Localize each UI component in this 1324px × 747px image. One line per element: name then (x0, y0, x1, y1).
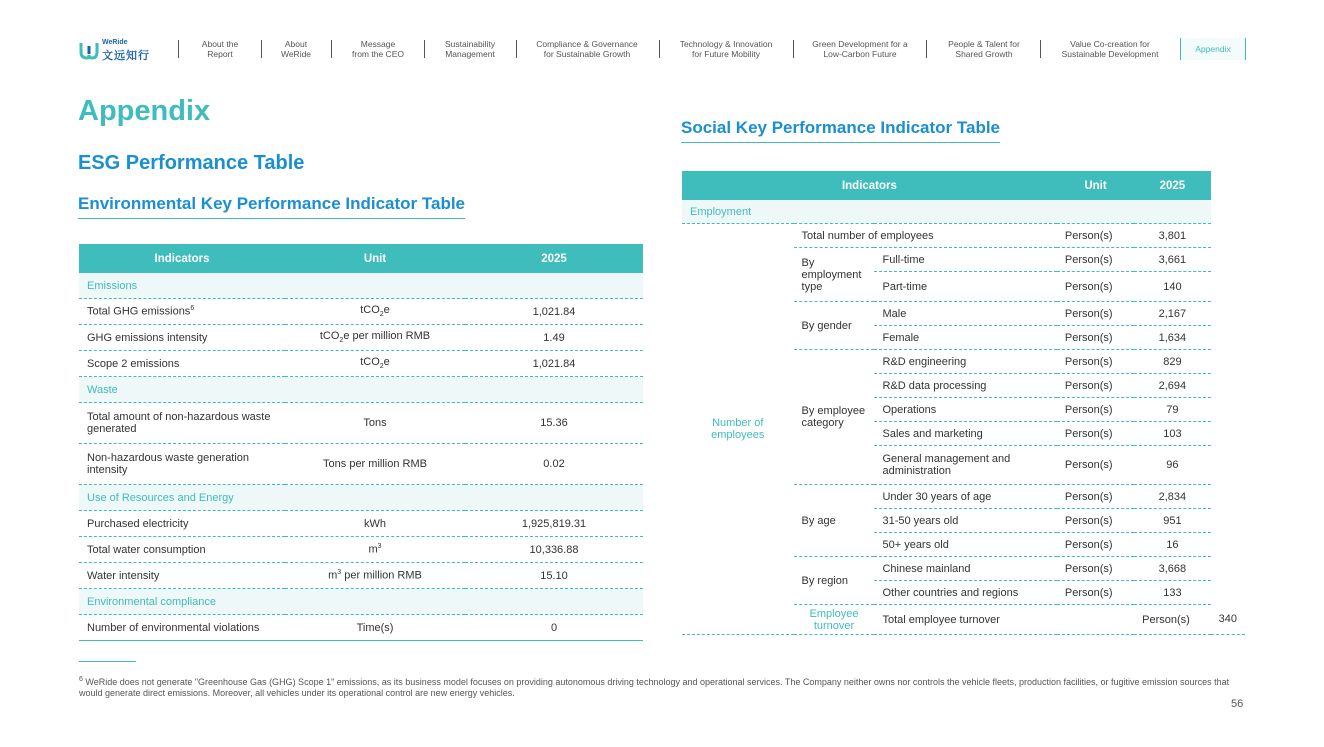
unit-cell: Person(s) (1057, 350, 1134, 374)
indicator-cell: R&D data processing (874, 374, 1056, 398)
table-row (79, 403, 643, 444)
value-cell: 1,925,819.31 (465, 511, 643, 537)
indicator-cell: R&D engineering (874, 350, 1056, 374)
col-header-unit: Unit (1057, 171, 1134, 200)
indicator-cell: Female (874, 326, 1056, 350)
unit-cell: Person(s) (1057, 248, 1134, 272)
section-label: Use of Resources and Energy (79, 485, 643, 511)
category-employment-type: By employment type (794, 248, 875, 302)
section-label: Waste (79, 377, 643, 403)
weride-logo[interactable] (79, 38, 159, 62)
footnote-divider (79, 661, 136, 662)
unit-cell: Person(s) (1057, 374, 1134, 398)
indicator-cell: Total water consumption (79, 537, 285, 563)
unit-cell: Person(s) (1057, 485, 1134, 509)
value-cell: 79 (1134, 398, 1211, 422)
unit-cell: Person(s) (1057, 326, 1134, 350)
indicator-cell: Other countries and regions (874, 581, 1056, 605)
nav-separator (331, 40, 332, 58)
unit-part: e (383, 304, 390, 317)
section-row (79, 485, 643, 511)
unit-part: tCO (360, 304, 380, 317)
value-cell: 1.49 (465, 325, 643, 351)
indicator-cell: 50+ years old (874, 533, 1056, 557)
unit-part: tCO (360, 356, 380, 369)
unit-cell: Person(s) (1057, 533, 1134, 557)
unit-cell (285, 351, 465, 377)
unit-cell: kWh (285, 511, 465, 537)
table-row (79, 511, 643, 537)
footnote-text: WeRide does not generate "Greenhouse Gas (GHG) Scope 1" emissions, as its business model focuses on providing autonomous driving technology and operational services. The Company neither owns nor controls the vehicle fleets, production facilities, or fugitive emission sources that would generate direct emissions. Moreover, all vehicles under its operational control are new energy vehicles. (79, 677, 1230, 698)
table-row (79, 325, 643, 351)
nav-separator (178, 40, 179, 58)
unit-cell (285, 563, 465, 589)
nav-technology-innovation[interactable]: Technology & Innovation for Future Mobility (679, 39, 773, 59)
unit-cell (285, 299, 465, 325)
unit-cell: Tons per million RMB (285, 444, 465, 485)
col-header-indicators: Indicators (682, 171, 1057, 200)
unit-cell (285, 325, 465, 351)
section-row (79, 377, 643, 403)
unit-cell: Person(s) (1057, 302, 1134, 326)
value-cell: 0.02 (465, 444, 643, 485)
nav-green-development[interactable]: Green Development for a Low-Carbon Future (812, 39, 908, 59)
value-cell: 1,021.84 (465, 299, 643, 325)
indicator-cell: GHG emissions intensity (79, 325, 285, 351)
table-row (79, 563, 643, 589)
category-region: By region (794, 557, 875, 605)
indicator-cell: Part-time (874, 272, 1056, 302)
nav-people-talent[interactable]: People & Talent for Shared Growth (948, 39, 1020, 59)
value-cell: 3,668 (1134, 557, 1211, 581)
indicator-cell: 31-50 years old (874, 509, 1056, 533)
col-header-unit: Unit (285, 244, 465, 273)
brand-name-en: WeRide (102, 39, 128, 46)
nav-compliance-governance[interactable]: Compliance & Governance for Sustainable Growth (536, 39, 638, 59)
table-row (79, 444, 643, 485)
value-cell: 16 (1134, 533, 1211, 557)
value-cell: 2,834 (1134, 485, 1211, 509)
section-label: Environmental compliance (79, 589, 643, 615)
social-kpi-table (682, 171, 1245, 635)
unit-superscript: 3 (377, 543, 382, 551)
section-row (79, 273, 643, 299)
section-title: ESG Performance Table (78, 152, 305, 174)
value-cell: 103 (1134, 422, 1211, 446)
unit-cell: Person(s) (1057, 446, 1134, 485)
unit-part: per million RMB (341, 569, 422, 582)
indicator-cell: General management and administration (874, 446, 1056, 485)
value-cell: 340 (1211, 605, 1245, 635)
unit-superscript: 3 (337, 569, 342, 577)
unit-subscript: 2 (339, 337, 344, 345)
section-row (79, 589, 643, 615)
unit-subscript: 2 (379, 363, 384, 371)
indicator-label: Total GHG emissions (87, 305, 191, 318)
col-header-year: 2025 (1134, 171, 1211, 200)
nav-separator (926, 40, 927, 58)
value-cell: 10,336.88 (465, 537, 643, 563)
indicator-cell: Scope 2 emissions (79, 351, 285, 377)
unit-cell: Person(s) (1057, 422, 1134, 446)
unit-cell: Person(s) (1057, 557, 1134, 581)
value-cell: 1,021.84 (465, 351, 643, 377)
indicator-cell: Number of environmental violations (79, 615, 285, 641)
unit-part: e (383, 356, 390, 369)
table-row (79, 299, 643, 325)
unit-cell: Person(s) (1057, 224, 1134, 248)
nav-about-report[interactable]: About the Report (201, 39, 239, 59)
category-employee-category: By employee category (794, 350, 875, 485)
indicator-cell: Male (874, 302, 1056, 326)
value-cell: 140 (1134, 272, 1211, 302)
unit-cell: Person(s) (1134, 605, 1211, 635)
indicator-cell: Full-time (874, 248, 1056, 272)
footnote-number: 6 (79, 676, 83, 683)
brand-name-cn: 文远知行 (102, 50, 150, 62)
col-header-indicators: Indicators (79, 244, 285, 273)
section-label: Employment (682, 200, 1211, 224)
unit-subscript: 2 (379, 311, 384, 319)
footnote (79, 674, 1249, 699)
nav-message-ceo[interactable]: Message from the CEO (352, 39, 404, 59)
category-gender: By gender (794, 302, 875, 350)
value-cell: 2,167 (1134, 302, 1211, 326)
nav-separator (1040, 40, 1041, 58)
indicator-cell: Under 30 years of age (874, 485, 1056, 509)
env-table-title: Environmental Key Performance Indicator Table (78, 194, 465, 219)
unit-cell: Time(s) (285, 615, 465, 641)
footnote-marker[interactable]: 6 (190, 305, 195, 313)
table-row (79, 351, 643, 377)
group-employee-turnover: Employee turnover (794, 605, 875, 635)
indicator-cell: Total employee turnover (874, 605, 1134, 635)
indicator-cell: Sales and marketing (874, 422, 1056, 446)
table-row (682, 224, 1245, 248)
value-cell: 1,634 (1134, 326, 1211, 350)
nav-value-cocreation[interactable]: Value Co-creation for Sustainable Development (1061, 39, 1159, 59)
value-cell: 96 (1134, 446, 1211, 485)
value-cell: 2,694 (1134, 374, 1211, 398)
value-cell: 951 (1134, 509, 1211, 533)
value-cell: 3,661 (1134, 248, 1211, 272)
col-header-year: 2025 (465, 244, 643, 273)
indicator-cell: Water intensity (79, 563, 285, 589)
section-row (682, 200, 1245, 224)
value-cell: 829 (1134, 350, 1211, 374)
nav-separator (424, 40, 425, 58)
unit-cell: Tons (285, 403, 465, 444)
value-cell: 15.36 (465, 403, 643, 444)
unit-cell: Person(s) (1057, 398, 1134, 422)
indicator-cell: Total amount of non-hazardous waste generated (79, 403, 285, 444)
page-title: Appendix (78, 95, 211, 127)
table-header-row (682, 171, 1245, 200)
group-number-of-employees: Number of employees (682, 224, 794, 635)
nav-separator (261, 40, 262, 58)
indicator-cell (79, 299, 285, 325)
unit-cell: Person(s) (1057, 509, 1134, 533)
env-kpi-table (79, 244, 643, 641)
indicator-cell: Non-hazardous waste generation intensity (79, 444, 285, 485)
value-cell: 133 (1134, 581, 1211, 605)
indicator-cell: Chinese mainland (874, 557, 1056, 581)
page-number: 56 (1231, 698, 1244, 710)
indicator-cell: Total number of employees (794, 224, 1057, 248)
unit-part: m (328, 569, 338, 582)
nav-separator (793, 40, 794, 58)
table-header-row (79, 244, 643, 273)
weride-logo-icon (79, 40, 99, 60)
unit-cell: Person(s) (1057, 272, 1134, 302)
value-cell: 0 (465, 615, 643, 641)
value-cell: 3,801 (1134, 224, 1211, 248)
category-age: By age (794, 485, 875, 557)
table-row (79, 615, 643, 641)
nav-separator (659, 40, 660, 58)
nav-sustainability-management[interactable]: Sustainability Management (444, 39, 496, 59)
table-row (79, 537, 643, 563)
unit-part: tCO (319, 330, 340, 343)
unit-cell: Person(s) (1057, 581, 1134, 605)
nav-about-weride[interactable]: About WeRide (280, 39, 312, 59)
indicator-cell: Operations (874, 398, 1056, 422)
value-cell: 15.10 (465, 563, 643, 589)
section-label: Emissions (79, 273, 643, 299)
unit-part: m (368, 543, 378, 556)
indicator-cell: Purchased electricity (79, 511, 285, 537)
social-table-title: Social Key Performance Indicator Table (681, 118, 1000, 143)
nav-appendix[interactable]: Appendix (1180, 38, 1246, 60)
unit-cell (285, 537, 465, 563)
unit-part: e per million RMB (343, 330, 431, 343)
nav-separator (516, 40, 517, 58)
